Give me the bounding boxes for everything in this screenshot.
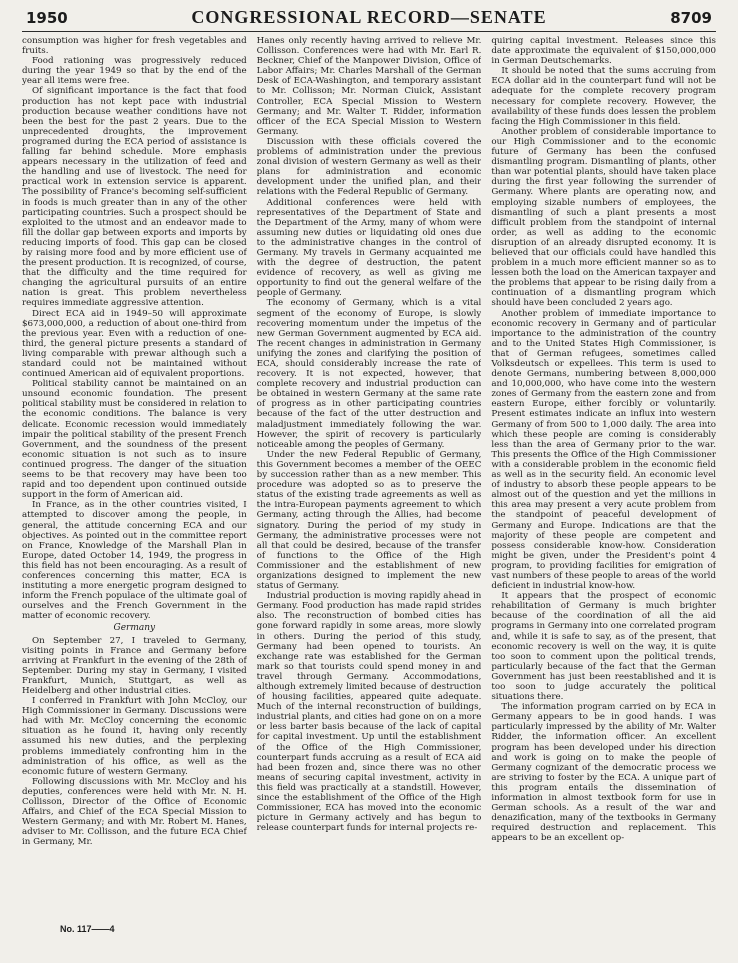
paragraph: Food rationing was progressively reduced during the year 1949 so that by the end of the year all items were free. [22, 56, 247, 87]
publication-title: CONGRESSIONAL RECORD—SENATE [191, 7, 547, 27]
paragraph: Political stability cannot be maintained on an unsound economic foundation. The present political stability must be considered in relation to the economic conditions. The balance is very delicate. Economic recession would immediately impair the political stability of the present French Government, and the soundness of the present economic situation is not such as to insure continued progress. The danger of the situation seems to be that recovery may have been too rapid and too dependent upon continued outside support in the form of American aid. [22, 379, 247, 501]
column-3 [491, 36, 716, 931]
paragraph: Another problem of considerable importance to our High Commissioner and to the economic future of Germany has been the confused dismantling program. Dismantling of plants, other than war potential plants, should have taken place during the first year following the surrender of Germany. Where plants are operating now, and employing sizable numbers of employees, the dismantling of such a plant presents a most difficult problem from the standpoint of internal order, as well as adding to the economic disruption of an already disrupted economy. It is believed that our officials could have handled this problem in a much more efficient manner so as to lessen both the load on the American taxpayer and the problems that appear to be rising daily from a continuation of a dismantling program which should have been concluded 2 years ago. [491, 126, 716, 309]
paragraph: Industrial production is moving rapidly ahead in Germany. Food production has made rapid strides also. The reconstruction of bombed cities has gone forward rapidly in some areas, more slowly in others. During the period of this study, Germany had been opened to tourists. An exchange rate was established for the German mark so that tourists could spend money in and travel through Germany. Accommodations, although extremely limited because of destruction of housing facilities, appeared quite adequate. Much of the internal reconstruction of buildings, industrial plants, and cities had gone on on a more or less barter basis because of the lack of capital for capital investment. Up until the establishment of the Office of the High Commissioner, counterpart funds accruing as a result of ECA aid had been frozen and, since there was no other means of securing capital investment, activity in this field was practically at a standstill. However, since the establishment of the Office of the High Commissioner, ECA has moved into the economic picture in Germany actively and has begun to release counterpart funds for internal projects re- [256, 591, 482, 834]
paragraph: In France, as in the other countries visited, I attempted to discover among the people, in general, the attitude concerning ECA and our objectives. As pointed out in the committee report on France, Knowledge of the Marshall Plan in Europe, dated October 14, 1949, the progress in this field has not been encouraging. As a result of conferences concerning this matter, ECA is instituting a more energetic program designed to inform the French populace of the ultimate goal of ourselves and the French Government in the matter of economic recovery. [22, 500, 247, 622]
page-header [22, 7, 716, 32]
column-2 [257, 36, 482, 931]
issue-number: No. 117——4 [60, 924, 115, 934]
paragraph: Direct ECA aid in 1949–50 will approximate $673,000,000, a reduction of about one-third from the previous year. Even with a reduction of one-third, the general picture presents a standard of living comparable with prewar although such a standard could not be maintained without continued American aid of equivalent proportions. [22, 308, 247, 380]
paragraph: Following discussions with Mr. McCloy and his deputies, conferences were held with Mr. N. H. Collisson, Director of the Office of Economic Affairs, and Chief of the ECA Special Mission to Western Germany; and with Mr. Robert M. Hanes, adviser to Mr. Collisson, and the future ECA Chief in Germany, Mr. [22, 776, 247, 848]
paragraph: It appears that the prospect of economic rehabilitation of Germany is much brighter because of the coordination of all the aid programs in Germany into one correlated program and, while it is safe to say, as of the present, that economic recovery is well on the way, it is quite too soon to comment upon the political trends, particularly because of the fact that the German Government has just been reestablished and it is too soon to judge accurately the political situations there. [491, 591, 716, 703]
paragraph: It should be noted that the sums accruing from ECA dollar aid in the counterpart fund will not be adequate for the complete recovery program necessary for complete recovery. However, the availability of these funds does lessen the problem facing the High Commissioner in this field. [491, 66, 716, 127]
paragraph: Another problem of immediate importance to economic recovery in Germany and of particular importance to the administration of the country and to the United States High Commissioner, is that of German refugees, sometimes called Volksdeutsch or expellees. This term is used to denote Germans, numbering between 8,000,000 and 10,000,000, who have come into the western zones of Germany from the eastern zone and from eastern Europe, either forcibly or voluntarily. Present estimates indicate an influx into western Germany of from 500 to 1,000 daily. The area into which these people are coming is considerably less than the area of Germany prior to the war. This presents the Office of the High Commissioner with a considerable problem in the economic field as well as in the security field. An economic level of industry to absorb these people appears to be almost out of the question and yet the millions in this area may present a very acute problem from the standpoint of peaceful development of Germany and Europe. Indications are that the majority of these people are competent and possess considerable know-how. Consideration might be given, under the President's point 4 program, to providing facilities for emigration of vast numbers of these people to areas of the world deficient in industrial know-how. [491, 308, 716, 592]
column-1 [22, 36, 247, 931]
page-number-left: 1950 [26, 9, 68, 27]
section-heading: Germany [113, 623, 156, 634]
paragraph: Of significant importance is the fact that food production has not kept pace with industrial production because weather conditions have not been the best for the past 2 years. Due to the unprecedented droughts, the improvement programed during the ECA period of assistance is falling far behind schedule. More emphasis appears necessary in the utilization of feed and the handling and use of livestock. The need for practical work in extension service is apparent. The possibility of France's becoming self-sufficient in foods is much greater than in any of the other participating countries. Such a prospect should be exploited to the utmost and an endeavor made to fill the dollar gap between exports and imports by reducing imports of food. This gap can be closed by raising more food and by more efficient use of the present production. It is recognized, of course, that the difficulty and the time required for changing the agricultural pursuits of an entire nation is great. This problem nevertheless requires immediate aggressive attention. [22, 86, 247, 309]
paragraph: Under the new Federal Republic of Germany, this Government becomes a member of the OEEC by succession rather than as a new member. This procedure was adopted so as to preserve the status of the existing trade agreements as well as the intra-European payments agreement to which Germany, acting through the Allies, had become signatory. During the period of my study in Germany, the administrative processes were not all that could be desired, because of the transfer of functions to the Office of the High Commissioner and the establishment of new organizations designed to implement the new status of Germany. [256, 449, 482, 592]
paragraph: quiring capital investment. Releases since this date approximate the equivalent of $150,000,000 in German Deutschemarks. [491, 36, 716, 67]
paragraph: Hanes only recently having arrived to relieve Mr. Collisson. Conferences were had with Mr. Earl R. Beckner, Chief of the Manpower Division, Office of Labor Affairs; Mr. Charles Marshall of the German Desk of ECA-Washington, and temporary assistant to Mr. Collisson; Mr. Norman Ciuick, Assistant Controller, ECA Special Mission to Western Germany; and Mr. Walter T. Ridder, information officer of the ECA Special Mission to Western Germany. [256, 36, 482, 137]
paragraph: The information program carried on by ECA in Germany appears to be in good hands. I was particularly impressed by the ability of Mr. Walter Ridder, the information officer. An excellent program has been developed under his direction and work is going on to make the people of Germany cognizant of the democratic process we are striving to foster by the ECA. A unique part of this program entails the dissemination of information in almost textbook form for use in German schools. As a result of the war and denazification, many of the textbooks in Germany required destruction and replacement. This appears to be an excellent op- [491, 702, 716, 844]
text-columns [22, 36, 716, 931]
paragraph: The economy of Germany, which is a vital segment of the economy of Europe, is slowly recovering momentum under the impetus of the new German Government augmented by ECA aid. The recent changes in administration in Germany unifying the zones and clarifying the position of ECA, should considerably increase the rate of recovery. It is not expected, however, that complete recovery and industrial production can be obtained in western Germany at the same rate of progress as in other participating countries because of the fact of the utter destruction and maladjustment immediately following the war. However, the spirit of recovery is particularly noticeable among the peoples of Germany. [256, 298, 482, 450]
paragraph: Additional conferences were held with representatives of the Department of State and the Department of the Army, many of whom were assuming new duties or liquidating old ones due to the administrative changes in the control of Germany. My travels in Germany acquainted me with the degree of destruction, the patent evidence of recovery, as well as giving me opportunity to find out the general welfare of the people of Germany. [256, 197, 482, 299]
paragraph: consumption was higher for fresh vegetables and fruits. [22, 36, 247, 57]
page-number-right: 8709 [670, 9, 712, 27]
paragraph: I conferred in Frankfurt with John McCloy, our High Commissioner in Germany. Discussions were had with Mr. McCloy concerning the economic situation as he found it, having only recently assumed his new duties, and the perplexing problems immediately confronting him in the administration of his office, as well as the economic future of western Germany. [22, 696, 247, 777]
paragraph: On September 27, I traveled to Germany, visiting points in France and Germany before arriving at Frankfurt in the evening of the 28th of September. During my stay in Germany, I visited Frankfurt, Munich, Stuttgart, as well as Heidelberg and other industrial cities. [22, 635, 247, 696]
paragraph: Discussion with these officials covered the problems of administration under the previous zonal division of western Germany as well as their plans for administration and economic development under the unified plan, and their relations with the Federal Republic of Germany. [256, 136, 482, 198]
